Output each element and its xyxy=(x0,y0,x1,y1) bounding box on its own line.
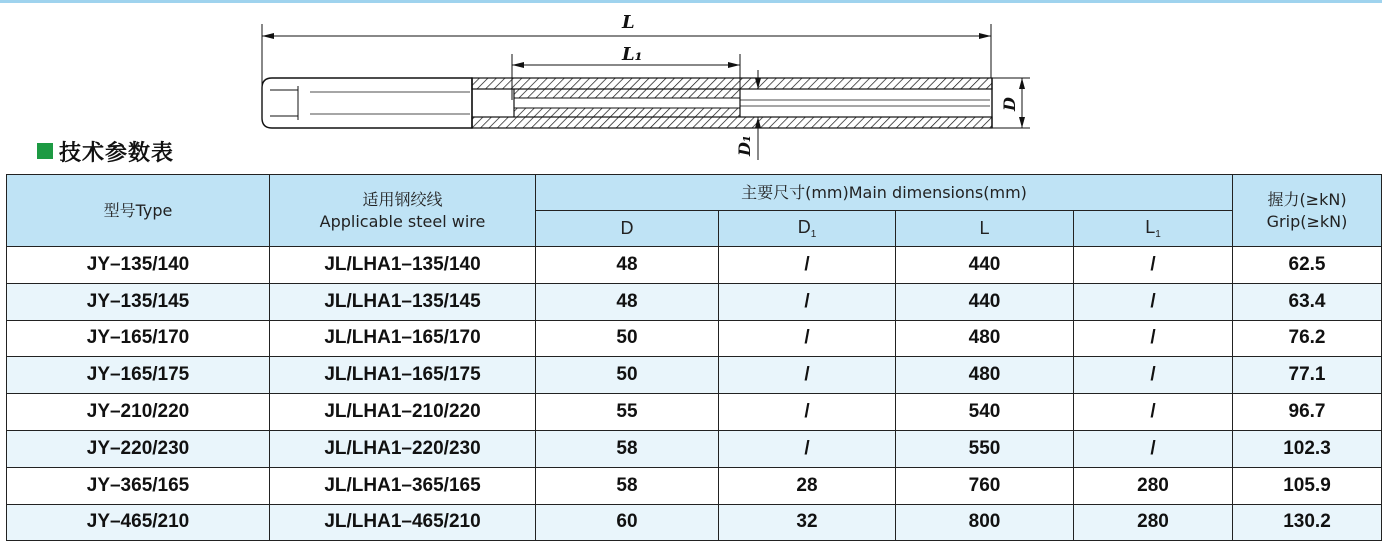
header-D1: $D_1$ xyxy=(719,211,896,247)
cell-l: 480 xyxy=(896,320,1074,357)
cell-l: 440 xyxy=(896,283,1074,320)
cell-d1: / xyxy=(719,283,896,320)
cell-d: 48 xyxy=(536,247,719,284)
table-row xyxy=(7,467,1382,504)
top-accent-line xyxy=(0,0,1382,3)
cell-grip: 76.2 xyxy=(1233,320,1382,357)
table-row xyxy=(7,247,1382,284)
cell-l: 550 xyxy=(896,430,1074,467)
cell-l: 440 xyxy=(896,247,1074,284)
header-wire xyxy=(270,175,536,247)
dim-label-D1: D₁ xyxy=(735,135,754,156)
cell-grip: 62.5 xyxy=(1233,247,1382,284)
cell-d: 58 xyxy=(536,467,719,504)
cell-d1: 32 xyxy=(719,504,896,541)
cell-l: 480 xyxy=(896,357,1074,394)
green-square-marker xyxy=(37,143,53,159)
cell-type: JY–165/170 xyxy=(7,320,270,357)
cell-l1: / xyxy=(1074,320,1233,357)
cell-l1: / xyxy=(1074,247,1233,284)
header-L1: $L_1$ xyxy=(1074,211,1233,247)
cell-type: JY–465/210 xyxy=(7,504,270,541)
cell-d: 55 xyxy=(536,394,719,431)
table-row xyxy=(7,394,1382,431)
cell-wire: JL/LHA1–165/175 xyxy=(270,357,536,394)
cell-d: 48 xyxy=(536,283,719,320)
cell-grip: 102.3 xyxy=(1233,430,1382,467)
cell-wire: JL/LHA1–210/220 xyxy=(270,394,536,431)
dim-label-L: L xyxy=(622,12,635,33)
cell-wire: JL/LHA1–365/165 xyxy=(270,467,536,504)
header-L: L xyxy=(896,211,1074,247)
cell-type: JY–165/175 xyxy=(7,357,270,394)
cell-grip: 63.4 xyxy=(1233,283,1382,320)
cell-d1: / xyxy=(719,430,896,467)
cell-wire: JL/LHA1–165/170 xyxy=(270,320,536,357)
cell-l1: / xyxy=(1074,394,1233,431)
cell-l1: 280 xyxy=(1074,467,1233,504)
spec-table xyxy=(6,174,1382,541)
cell-d: 50 xyxy=(536,320,719,357)
cell-wire: JL/LHA1–220/230 xyxy=(270,430,536,467)
cell-d: 50 xyxy=(536,357,719,394)
cell-d1: / xyxy=(719,247,896,284)
cell-type: JY–210/220 xyxy=(7,394,270,431)
section-heading xyxy=(37,138,174,164)
cell-d: 58 xyxy=(536,430,719,467)
header-grip-en: Grip(≥kN) xyxy=(1266,211,1348,231)
cell-d1: 28 xyxy=(719,467,896,504)
table-row xyxy=(7,430,1382,467)
cell-grip: 130.2 xyxy=(1233,504,1382,541)
cell-grip: 77.1 xyxy=(1233,357,1382,394)
cell-l1: / xyxy=(1074,357,1233,394)
section-title: 技术参数表 xyxy=(59,140,175,166)
header-wire-en: Applicable steel wire xyxy=(319,211,486,231)
cell-grip: 105.9 xyxy=(1233,467,1382,504)
cell-wire: JL/LHA1–465/210 xyxy=(270,504,536,541)
cell-type: JY–135/140 xyxy=(7,247,270,284)
header-type: 型号Type xyxy=(7,175,270,247)
cell-wire: JL/LHA1–135/145 xyxy=(270,283,536,320)
header-grip-cn: 握力(≥kN) xyxy=(1267,189,1347,209)
cell-type: JY–220/230 xyxy=(7,430,270,467)
table-row xyxy=(7,357,1382,394)
cell-grip: 96.7 xyxy=(1233,394,1382,431)
table-row xyxy=(7,504,1382,541)
cell-l1: / xyxy=(1074,283,1233,320)
cell-type: JY–135/145 xyxy=(7,283,270,320)
table-row xyxy=(7,320,1382,357)
dim-label-L1: L₁ xyxy=(622,44,643,65)
header-wire-cn: 适用钢绞线 xyxy=(362,189,443,209)
header-grip xyxy=(1233,175,1382,247)
cell-d: 60 xyxy=(536,504,719,541)
clamp-drawing xyxy=(250,10,1050,170)
cell-d1: / xyxy=(719,394,896,431)
cell-l: 800 xyxy=(896,504,1074,541)
dim-label-D: D xyxy=(1000,97,1019,111)
cell-l1: 280 xyxy=(1074,504,1233,541)
cell-d1: / xyxy=(719,320,896,357)
cell-l: 540 xyxy=(896,394,1074,431)
table-row xyxy=(7,283,1382,320)
cell-l: 760 xyxy=(896,467,1074,504)
header-dimensions: 主要尺寸(mm)Main dimensions(mm) xyxy=(536,175,1233,211)
table-body xyxy=(7,247,1382,541)
header-D: D xyxy=(536,211,719,247)
cell-d1: / xyxy=(719,357,896,394)
cell-l1: / xyxy=(1074,430,1233,467)
cell-type: JY–365/165 xyxy=(7,467,270,504)
cell-wire: JL/LHA1–135/140 xyxy=(270,247,536,284)
